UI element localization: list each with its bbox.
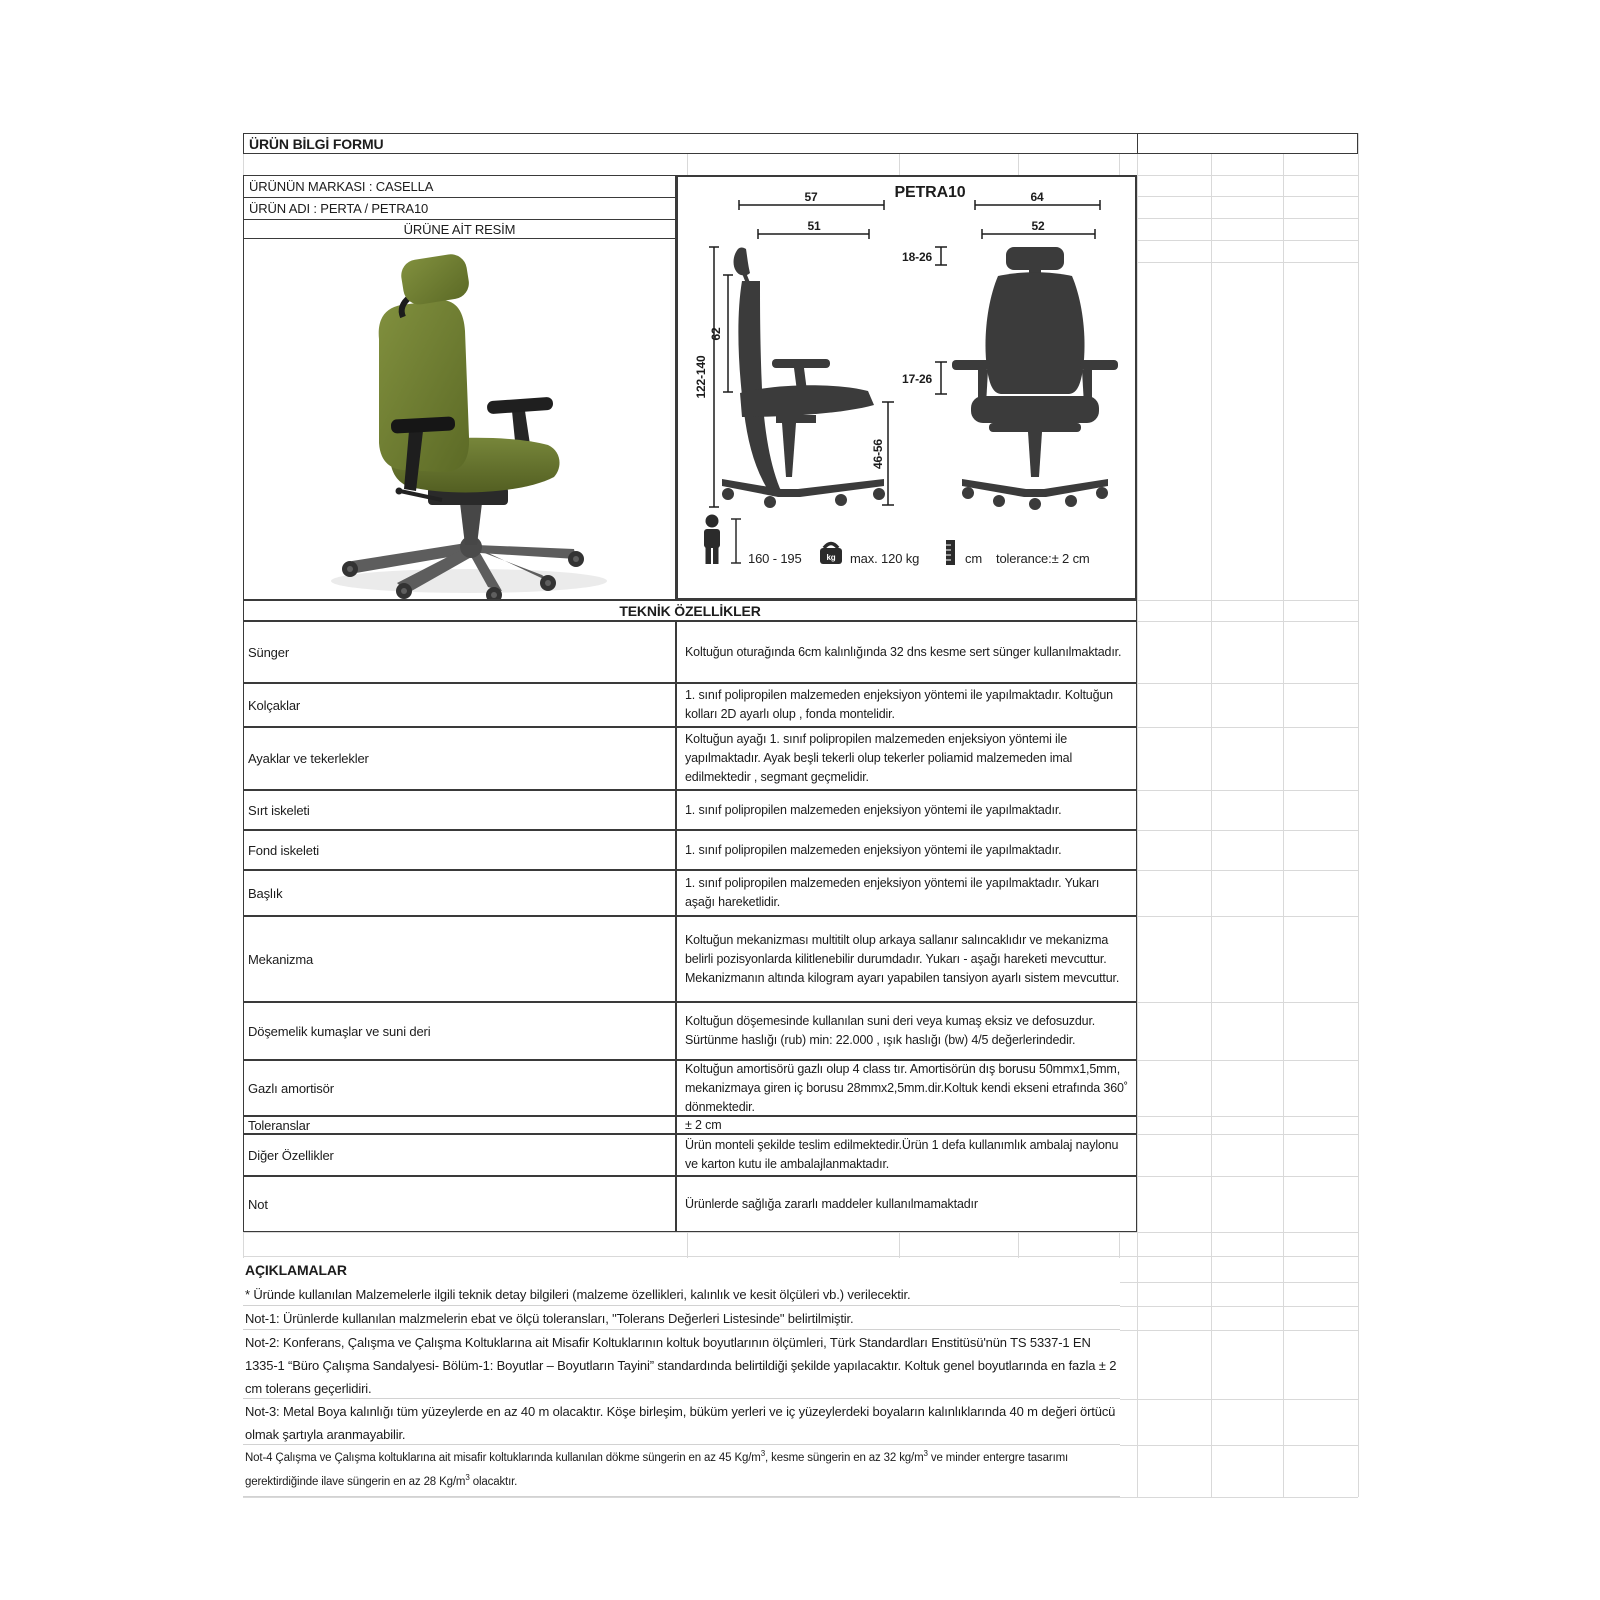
spec-value: Ürün monteli şekilde teslim edilmektedir.Ürün 1 defa kullanımlık ambalaj naylonu ve karton kutu ile ambalajlanmaktadır. <box>676 1134 1137 1176</box>
spec-label: Kolçaklar <box>243 683 676 727</box>
spec-label: Not <box>243 1176 676 1232</box>
dim-front-seat: 52 <box>1031 219 1045 233</box>
brand-text: ÜRÜNÜN MARKASI : CASELLA <box>249 179 434 194</box>
dim-armrest: 17-26 <box>902 372 932 386</box>
tech-specs-header-cell <box>243 600 1137 621</box>
spec-row <box>243 1176 1137 1232</box>
spec-value: 1. sınıf polipropilen malzemeden enjeksiyon yöntemi ile yapılmaktadır. Koltuğun kolları 2D ayarlı olup , fonda montelidir. <box>676 683 1137 727</box>
spec-value: 1. sınıf polipropilen malzemeden enjeksiyon yöntemi ile yapılmaktadır. Yukarı aşağı hareketlidir. <box>676 870 1137 916</box>
spec-label: Başlık <box>243 870 676 916</box>
dim-side-top: 57 <box>804 190 818 204</box>
dim-side-back: 62 <box>709 327 723 341</box>
spec-row <box>243 870 1137 916</box>
chair-front-view <box>952 247 1118 510</box>
gridline-v <box>1358 133 1359 1497</box>
spec-label: Toleranslar <box>243 1116 676 1134</box>
spec-value: Koltuğun oturağında 6cm kalınlığında 32 dns kesme sert sünger kullanılmaktadır. <box>676 621 1137 683</box>
product-name-text: ÜRÜN ADI : PERTA / PETRA10 <box>249 201 429 216</box>
chair-side-view <box>722 248 885 509</box>
kg-badge-text: kg <box>826 553 836 562</box>
note-row: Not-3: Metal Boya kalınlığı tüm yüzeylerde en az 40 m olacaktır. Köşe birleşim, büküm yerleri ve iç yüzeylerdeki boyaların kalınlıklarında 40 m değeri örtücü olmak şartıyla aranmayabilir. <box>243 1399 1120 1445</box>
spec-row <box>243 790 1137 830</box>
tech-specs-header-text: TEKNİK ÖZELLİKLER <box>619 602 761 619</box>
gridline-v <box>1283 133 1284 1497</box>
user-height-measure-line <box>731 519 741 563</box>
spec-label: Ayaklar ve tekerlekler <box>243 727 676 790</box>
dim-seat-height: 46-56 <box>871 439 885 469</box>
spec-value: Ürünlerde sağlığa zararlı maddeler kullanılmamaktadır <box>676 1176 1137 1232</box>
title-row-divider <box>1137 133 1138 154</box>
spec-row <box>243 1134 1137 1176</box>
note-row-4: Not-4 Çalışma ve Çalışma koltuklarına ait misafir koltuklarında kullanılan dökme süngerin en az 45 $Kg/m^3$, kesme süngerin en az 32 $kg/m^3$ ve minder entergre tasarımı gerektirdiğinde ilave süngerin en az 28 $Kg/m^3$ olacaktır. <box>243 1445 1120 1497</box>
gridline-v <box>1137 133 1138 1497</box>
note-row: Not-1: Ürünlerde kullanılan malzmelerin ebat ve ölçü toleransları, "Tolerans Değerleri Listesinde" belirtilmiştir. <box>243 1306 1120 1330</box>
spec-row <box>243 1002 1137 1060</box>
spec-label: Sırt iskeleti <box>243 790 676 830</box>
chair-shadow <box>331 569 607 593</box>
technical-drawing <box>678 177 1135 598</box>
image-caption-text: ÜRÜNE AİT RESİM <box>403 221 516 237</box>
spec-label: Mekanizma <box>243 916 676 1002</box>
gridline-h <box>243 1256 1358 1257</box>
spec-row <box>243 621 1137 683</box>
tolerance-text: tolerance:± 2 cm <box>996 551 1090 566</box>
brand-cell <box>243 175 676 198</box>
max-weight-icon <box>820 544 842 565</box>
spec-label: Diğer Özellikler <box>243 1134 676 1176</box>
chair-headrest <box>399 252 471 307</box>
dim-side-seat: 51 <box>807 219 821 233</box>
user-height-icon <box>704 515 720 565</box>
spec-row <box>243 830 1137 870</box>
spec-label: Sünger <box>243 621 676 683</box>
note-row: Not-2: Konferans, Çalışma ve Çalışma Koltuklarına ait Misafir Koltuklarının koltuk boyutlarının ölçümleri, Türk Standardları Enstitüsü'nün TS 5337-1 EN 1335-1 “Büro Çalışma Sandalyesi- Bölüm-1: Boyutlar – Boyutların Tayini” standardında belirtildiği şekilde yapılacaktır. Koltuk genel boyutlarında en fazla ± 2 cm tolerans geçerlidiri. <box>243 1330 1120 1399</box>
ruler-icon <box>946 540 955 565</box>
spec-label: Fond iskeleti <box>243 830 676 870</box>
spec-row <box>243 683 1137 727</box>
user-height-text: 160 - 195 <box>748 551 802 566</box>
technical-drawing-cell <box>676 175 1137 600</box>
image-caption-cell <box>243 219 676 239</box>
gridline-h <box>243 1232 1358 1233</box>
unit-text: cm <box>965 551 983 566</box>
spec-row <box>243 1060 1137 1116</box>
note-row: * Üründe kullanılan Malzemelerle ilgili teknik detay bilgileri (malzeme özellikleri, kalınlık ve kesit ölçüleri vb.) verilecektir. <box>243 1282 1120 1306</box>
diagram-title: PETRA10 <box>894 184 966 201</box>
spec-value: Koltuğun ayağı 1. sınıf polipropilen malzemeden enjeksiyon yöntemi ile yapılmaktadır. Ayak beşli tekerli olup tekerler poliamid malzemeden imal edilmektedir , segmant geçmelidir. <box>676 727 1137 790</box>
dim-side-total: 122-140 <box>694 355 708 399</box>
product-name-cell <box>243 197 676 220</box>
spec-row <box>243 1116 1137 1134</box>
spec-label: Gazlı amortisör <box>243 1060 676 1116</box>
form-title: ÜRÜN BİLGİ FORMU <box>249 135 384 152</box>
spec-value: 1. sınıf polipropilen malzemeden enjeksiyon yöntemi ile yapılmaktadır. <box>676 830 1137 870</box>
spec-row <box>243 916 1137 1002</box>
gridline-v <box>1211 133 1212 1497</box>
spec-row <box>243 727 1137 790</box>
chair-backrest <box>379 300 469 472</box>
notes-header-text: AÇIKLAMALAR <box>245 1262 347 1278</box>
product-photo-cell <box>243 238 676 600</box>
gridline-h <box>243 1497 1358 1498</box>
spec-value: Koltuğun mekanizması multitilt olup arkaya sallanır salıncaklıdır ve mekanizma belirli pozisyonlarda kilitlenebilir durumdadır. Yukarı - aşağı hareketi mevcuttur. Mekanizmanın altında kilogram ayarı yapabilen tansiyon ayarlı sistem mevcuttur. <box>676 916 1137 1002</box>
dim-headrest: 18-26 <box>902 250 932 264</box>
dim-front-top: 64 <box>1030 190 1044 204</box>
product-photo-chair <box>244 239 675 599</box>
notes-header <box>243 1258 1120 1282</box>
chair-lever-knob <box>396 488 403 495</box>
spec-value: Koltuğun döşemesinde kullanılan suni deri veya kumaş eksiz ve defosuzdur. Sürtünme haslığı (rub) min: 22.000 , ışık haslığı (bw) 4/5 değerlerindedir. <box>676 1002 1137 1060</box>
form-title-cell <box>243 133 1358 154</box>
spec-label: Döşemelik kumaşlar ve suni deri <box>243 1002 676 1060</box>
spec-value: ± 2 cm <box>676 1116 1137 1134</box>
max-weight-text: max. 120 kg <box>850 551 920 566</box>
spec-value: 1. sınıf polipropilen malzemeden enjeksiyon yöntemi ile yapılmaktadır. <box>676 790 1137 830</box>
spec-value: Koltuğun amortisörü gazlı olup 4 class tır. Amortisörün dış borusu 50mmx1,5mm, mekanizmaya giren iç borusu 28mmx2,5mm.dir.Koltuk kendi ekseni etrafında 360˚ dönmektedir. <box>676 1060 1137 1116</box>
chair-gas-stem <box>460 503 482 545</box>
